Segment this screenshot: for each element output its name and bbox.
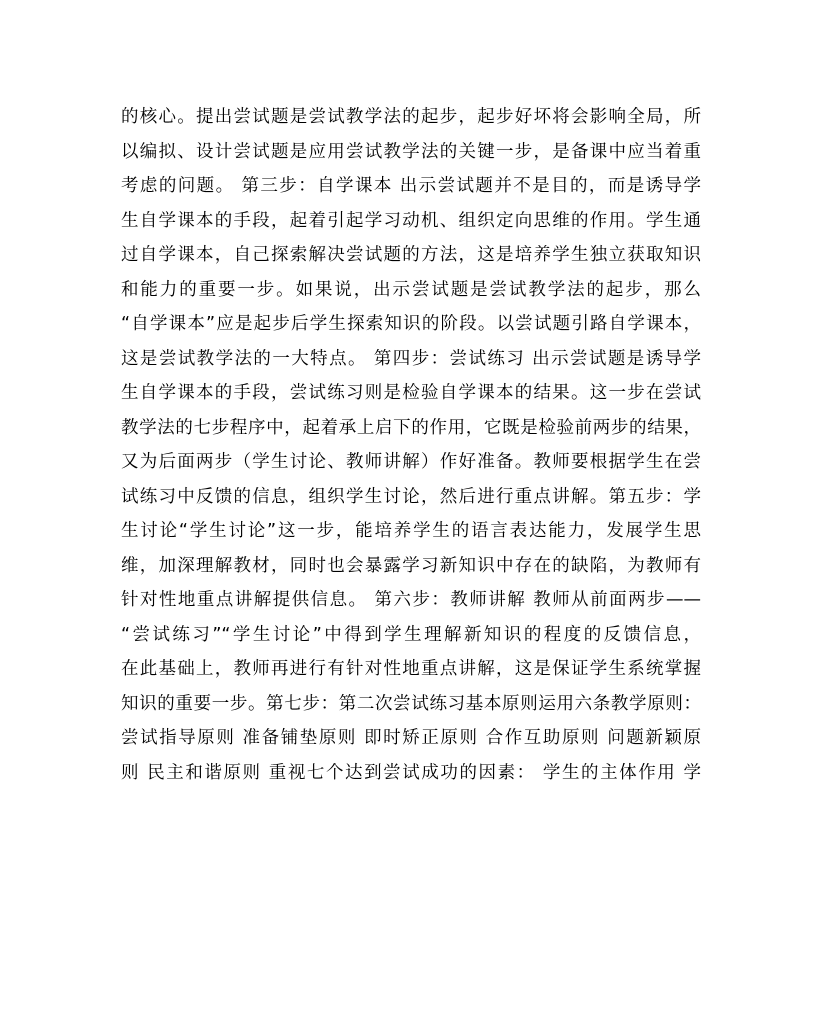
text-line-4: 生自学课本的手段，起着引起学习动机、组织定向思维的作用。学生通 [121, 210, 701, 231]
text-line-10: 教学法的七步程序中，起着承上启下的作用，它既是检验前两步的结果， [121, 417, 701, 438]
text-line-17: 在此基础上，教师再进行有针对性地重点讲解，这是保证学生系统掌握 [121, 659, 701, 679]
text-line-6: 和能力的重要一步。如果说，出示尝试题是尝试教学法的起步，那么 [121, 279, 701, 300]
body-text [121, 100, 701, 790]
text-line-14: 维，加深理解教材，同时也会暴露学习新知识中存在的缺陷，为教师有 [121, 555, 701, 576]
text-line-19: 尝试指导原则 准备铺垫原则 即时矫正原则 合作互助原则 问题新颖原 [121, 728, 701, 748]
text-line-9: 生自学课本的手段，尝试练习则是检验自学课本的结果。这一步在尝试 [121, 383, 701, 403]
text-line-15: 针对性地重点讲解提供信息。 第六步：教师讲解 教师从前面两步—— [121, 590, 701, 610]
text-line-11: 又为后面两步（学生讨论、教师讲解）作好准备。教师要根据学生在尝 [121, 452, 701, 472]
text-line-18: 知识的重要一步。第七步：第二次尝试练习基本原则运用六条教学原则： [121, 693, 701, 714]
text-line-7: “自学课本”应是起步后学生探索知识的阶段。以尝试题引路自学课本， [121, 314, 701, 334]
text-line-8: 这是尝试教学法的一大特点。 第四步：尝试练习 出示尝试题是诱导学 [121, 348, 701, 369]
text-line-2: 以编拟、设计尝试题是应用尝试教学法的关键一步，是备课中应当着重 [121, 141, 701, 162]
text-line-13: 生讨论“学生讨论”这一步，能培养学生的语言表达能力，发展学生思 [121, 521, 701, 541]
text-line-20: 则 民主和谐原则 重视七个达到尝试成功的因素： 学生的主体作用 学 [121, 762, 701, 783]
text-line-1: 的核心。提出尝试题是尝试教学法的起步，起步好坏将会影响全局，所 [121, 107, 701, 127]
text-line-12: 试练习中反馈的信息，组织学生讨论，然后进行重点讲解。第五步：学 [121, 486, 701, 507]
text-line-3: 考虑的问题。 第三步：自学课本 出示尝试题并不是目的，而是诱导学 [121, 176, 701, 196]
text-line-16: “尝试练习”“学生讨论”中得到学生理解新知识的程度的反馈信息， [121, 624, 701, 645]
text-line-5: 过自学课本，自己探索解决尝试题的方法，这是培养学生独立获取知识 [121, 245, 701, 265]
